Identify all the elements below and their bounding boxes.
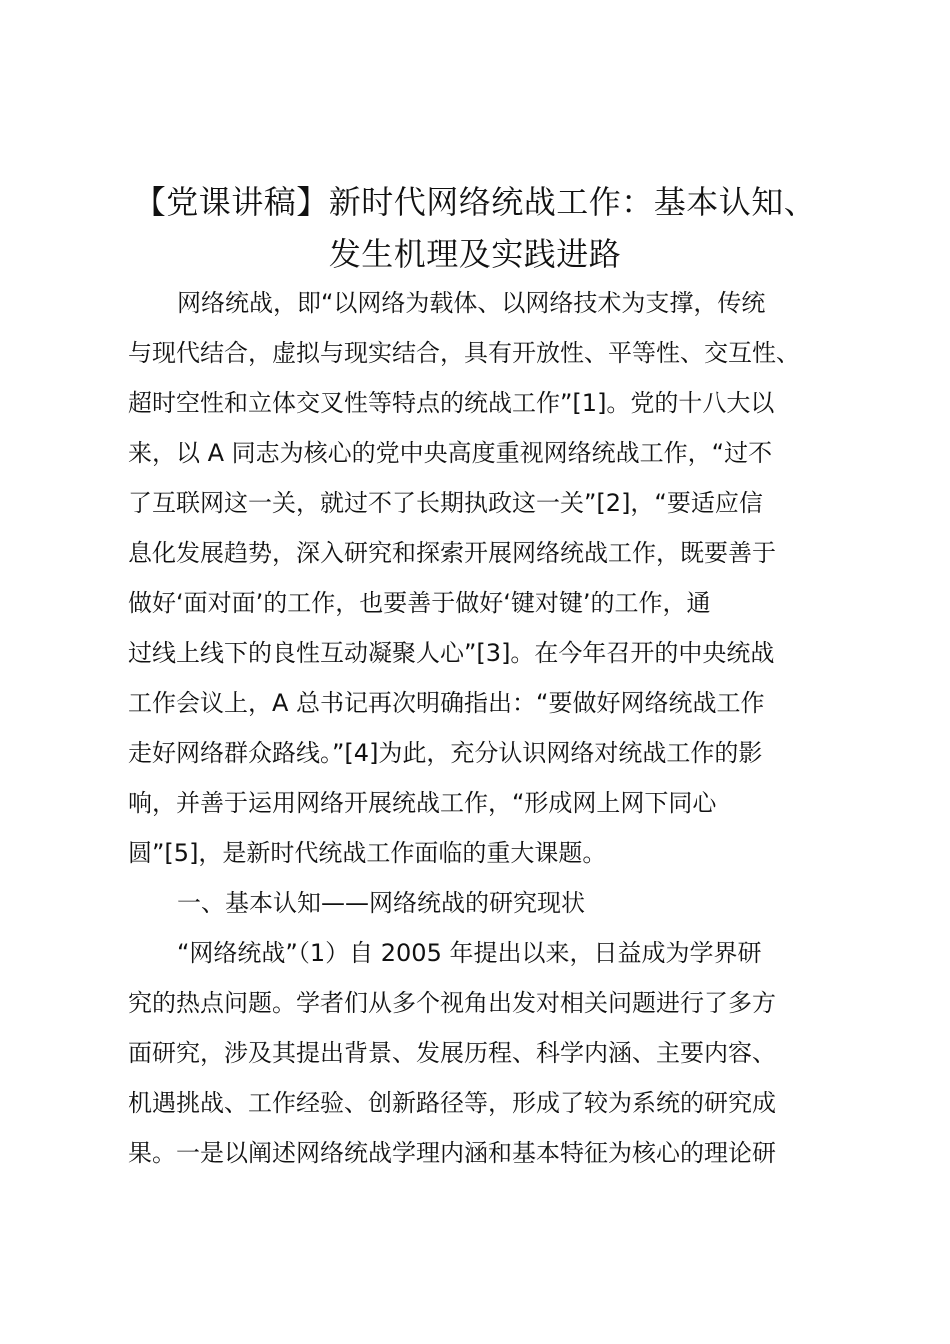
paragraph-line: 走好网络群众路线。”[4]为此，充分认识网络对统战工作的影 — [128, 739, 763, 767]
paragraph-line: 超时空性和立体交叉性等特点的统战工作”[1]。党的十八大以 — [128, 389, 775, 417]
paragraph-line: 过线上线下的良性互动凝聚人心”[3]。在今年召开的中央统战 — [128, 639, 775, 667]
document-title — [100, 176, 850, 280]
paragraph-line: “网络统战”（1）自 2005 年提出以来，日益成为学界研 — [177, 939, 762, 967]
title-line-2: 发生机理及实践进路 — [328, 235, 622, 273]
paragraph-line: 机遇挑战、工作经验、创新路径等，形成了较为系统的研究成 — [128, 1089, 776, 1117]
paragraph-line: 面研究，涉及其提出背景、发展历程、科学内涵、主要内容、 — [128, 1039, 776, 1067]
paragraph-line: 果。一是以阐述网络统战学理内涵和基本特征为核心的理论研 — [128, 1139, 776, 1167]
title-line-1: 【党课讲稿】新时代网络统战工作：基本认知、 — [133, 183, 817, 221]
paragraph-line: 究的热点问题。学者们从多个视角出发对相关问题进行了多方 — [128, 989, 776, 1017]
paragraph-line: 工作会议上，A 总书记再次明确指出：“要做好网络统战工作 — [128, 689, 765, 717]
paragraph-line: 息化发展趋势，深入研究和探索开展网络统战工作，既要善于 — [128, 539, 776, 567]
paragraph-line: 网络统战，即“以网络为载体、以网络技术为支撑，传统 — [177, 289, 766, 317]
paragraph-line: 与现代结合，虚拟与现实结合，具有开放性、平等性、交互性、 — [128, 339, 800, 367]
document-body — [128, 278, 840, 1178]
paragraph-line: 来，以 A 同志为核心的党中央高度重视网络统战工作，“过不 — [128, 439, 773, 467]
paragraph-line: 了互联网这一关，就过不了长期执政这一关”[2]，“要适应信 — [128, 489, 763, 517]
paragraph-line: 圆”[5]，是新时代统战工作面临的重大课题。 — [128, 839, 607, 867]
paragraph-line: 做好‘面对面’的工作，也要善于做好‘键对键’的工作，通 — [128, 589, 711, 617]
section-heading: 一、基本认知——网络统战的研究现状 — [177, 889, 585, 917]
paragraph-line: 响，并善于运用网络开展统战工作，“形成网上网下同心 — [128, 789, 717, 817]
